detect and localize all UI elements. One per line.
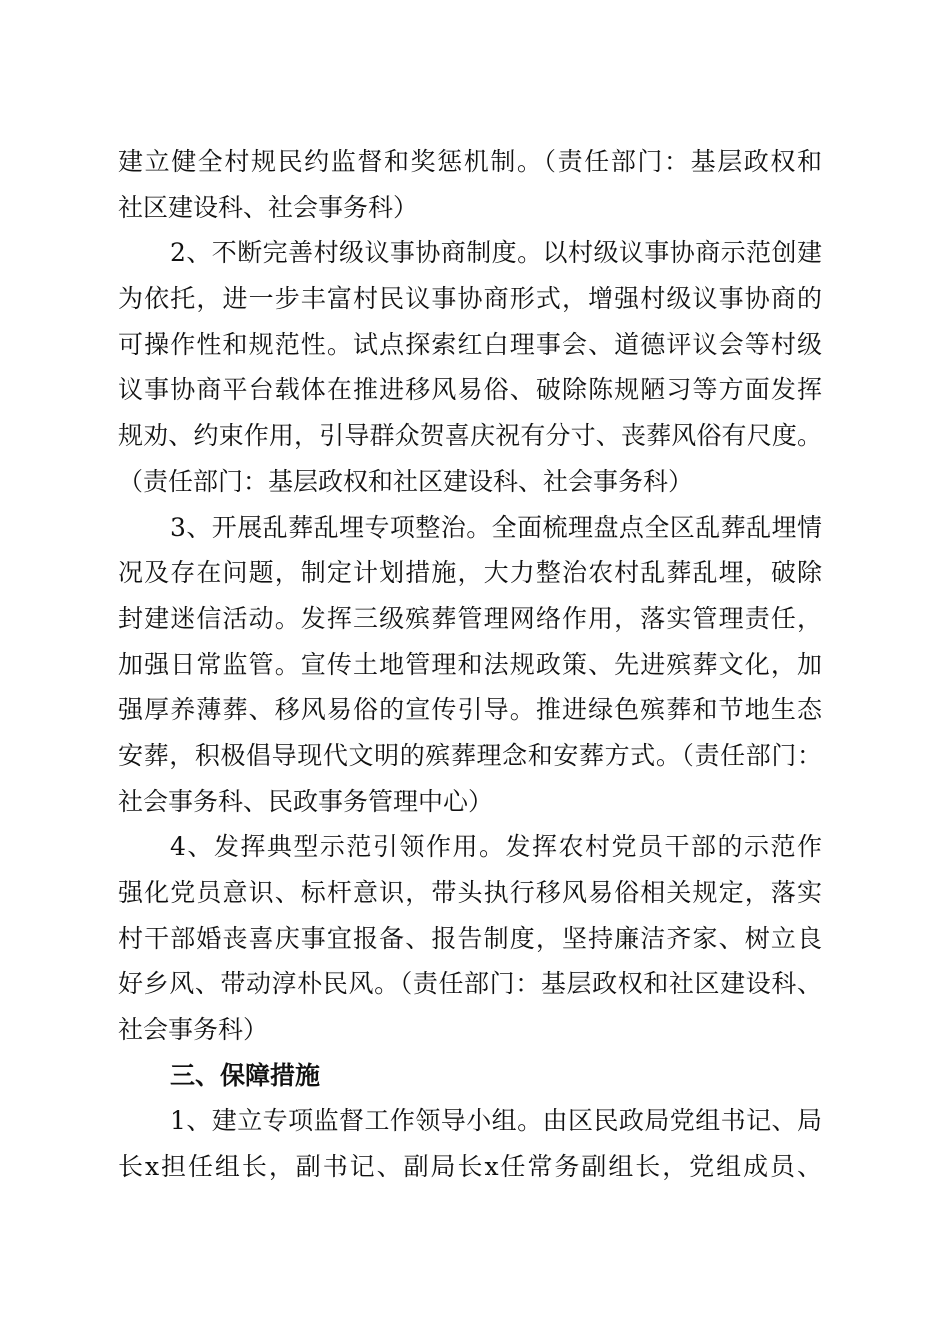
text-line: 可操作性和规范性。试点探索红白理事会、道德评议会等村级	[118, 329, 822, 359]
text-line: 建立健全村规民约监督和奖惩机制。（责任部门：基层政权和	[118, 147, 822, 176]
text-line: 强化党员意识、标杆意识，带头执行移风易俗相关规定，落实	[118, 878, 822, 907]
document-page	[118, 139, 822, 1190]
text-line: 为依托，进一步丰富村民议事协商形式，增强村级议事协商的	[118, 284, 822, 314]
text-line: （责任部门：基层政权和社区建设科、社会事务科）	[118, 466, 694, 496]
text-line: 强厚养薄葬、移风易俗的宣传引导。推进绿色殡葬和节地生态	[118, 695, 822, 725]
text-line: 况及存在问题，制定计划措施，大力整治农村乱葬乱埋，破除	[118, 558, 822, 588]
text-line: 安葬，积极倡导现代文明的殡葬理念和安葬方式。（责任部门：	[118, 740, 822, 770]
text-line: 封建迷信活动。发挥三级殡葬管理网络作用，落实管理责任，	[118, 603, 822, 633]
text-line: 加强日常监管。宣传土地管理和法规政策、先进殡葬文化，加	[118, 649, 822, 679]
text-line: 1、建立专项监督工作领导小组。由区民政局党组书记、局	[170, 1106, 822, 1136]
text-line: 好乡风、带动淳朴民风。（责任部门：基层政权和社区建设科、	[118, 969, 822, 999]
section-heading: 三、保障措施	[170, 1060, 321, 1090]
text-line: 社会事务科、民政事务管理中心）	[118, 786, 494, 816]
text-line: 2、不断完善村级议事协商制度。以村级议事协商示范创建	[170, 238, 822, 268]
text-line: 4、发挥典型示范引领作用。发挥农村党员干部的示范作	[170, 832, 822, 862]
text-line: 3、开展乱葬乱埋专项整治。全面梳理盘点全区乱葬乱埋情	[170, 512, 822, 542]
text-line: 长x担任组长，副书记、副局长x任常务副组长，党组成员、	[118, 1152, 822, 1182]
text-line: 社会事务科）	[118, 1015, 269, 1045]
text-line: 议事协商平台载体在推进移风易俗、破除陈规陋习等方面发挥	[118, 375, 822, 405]
text-line: 村干部婚丧喜庆事宜报备、报告制度，坚持廉洁齐家、树立良	[118, 923, 822, 953]
text-line: 社区建设科、社会事务科）	[118, 192, 419, 222]
text-line: 规劝、约束作用，引导群众贺喜庆祝有分寸、丧葬风俗有尺度。	[118, 421, 822, 451]
